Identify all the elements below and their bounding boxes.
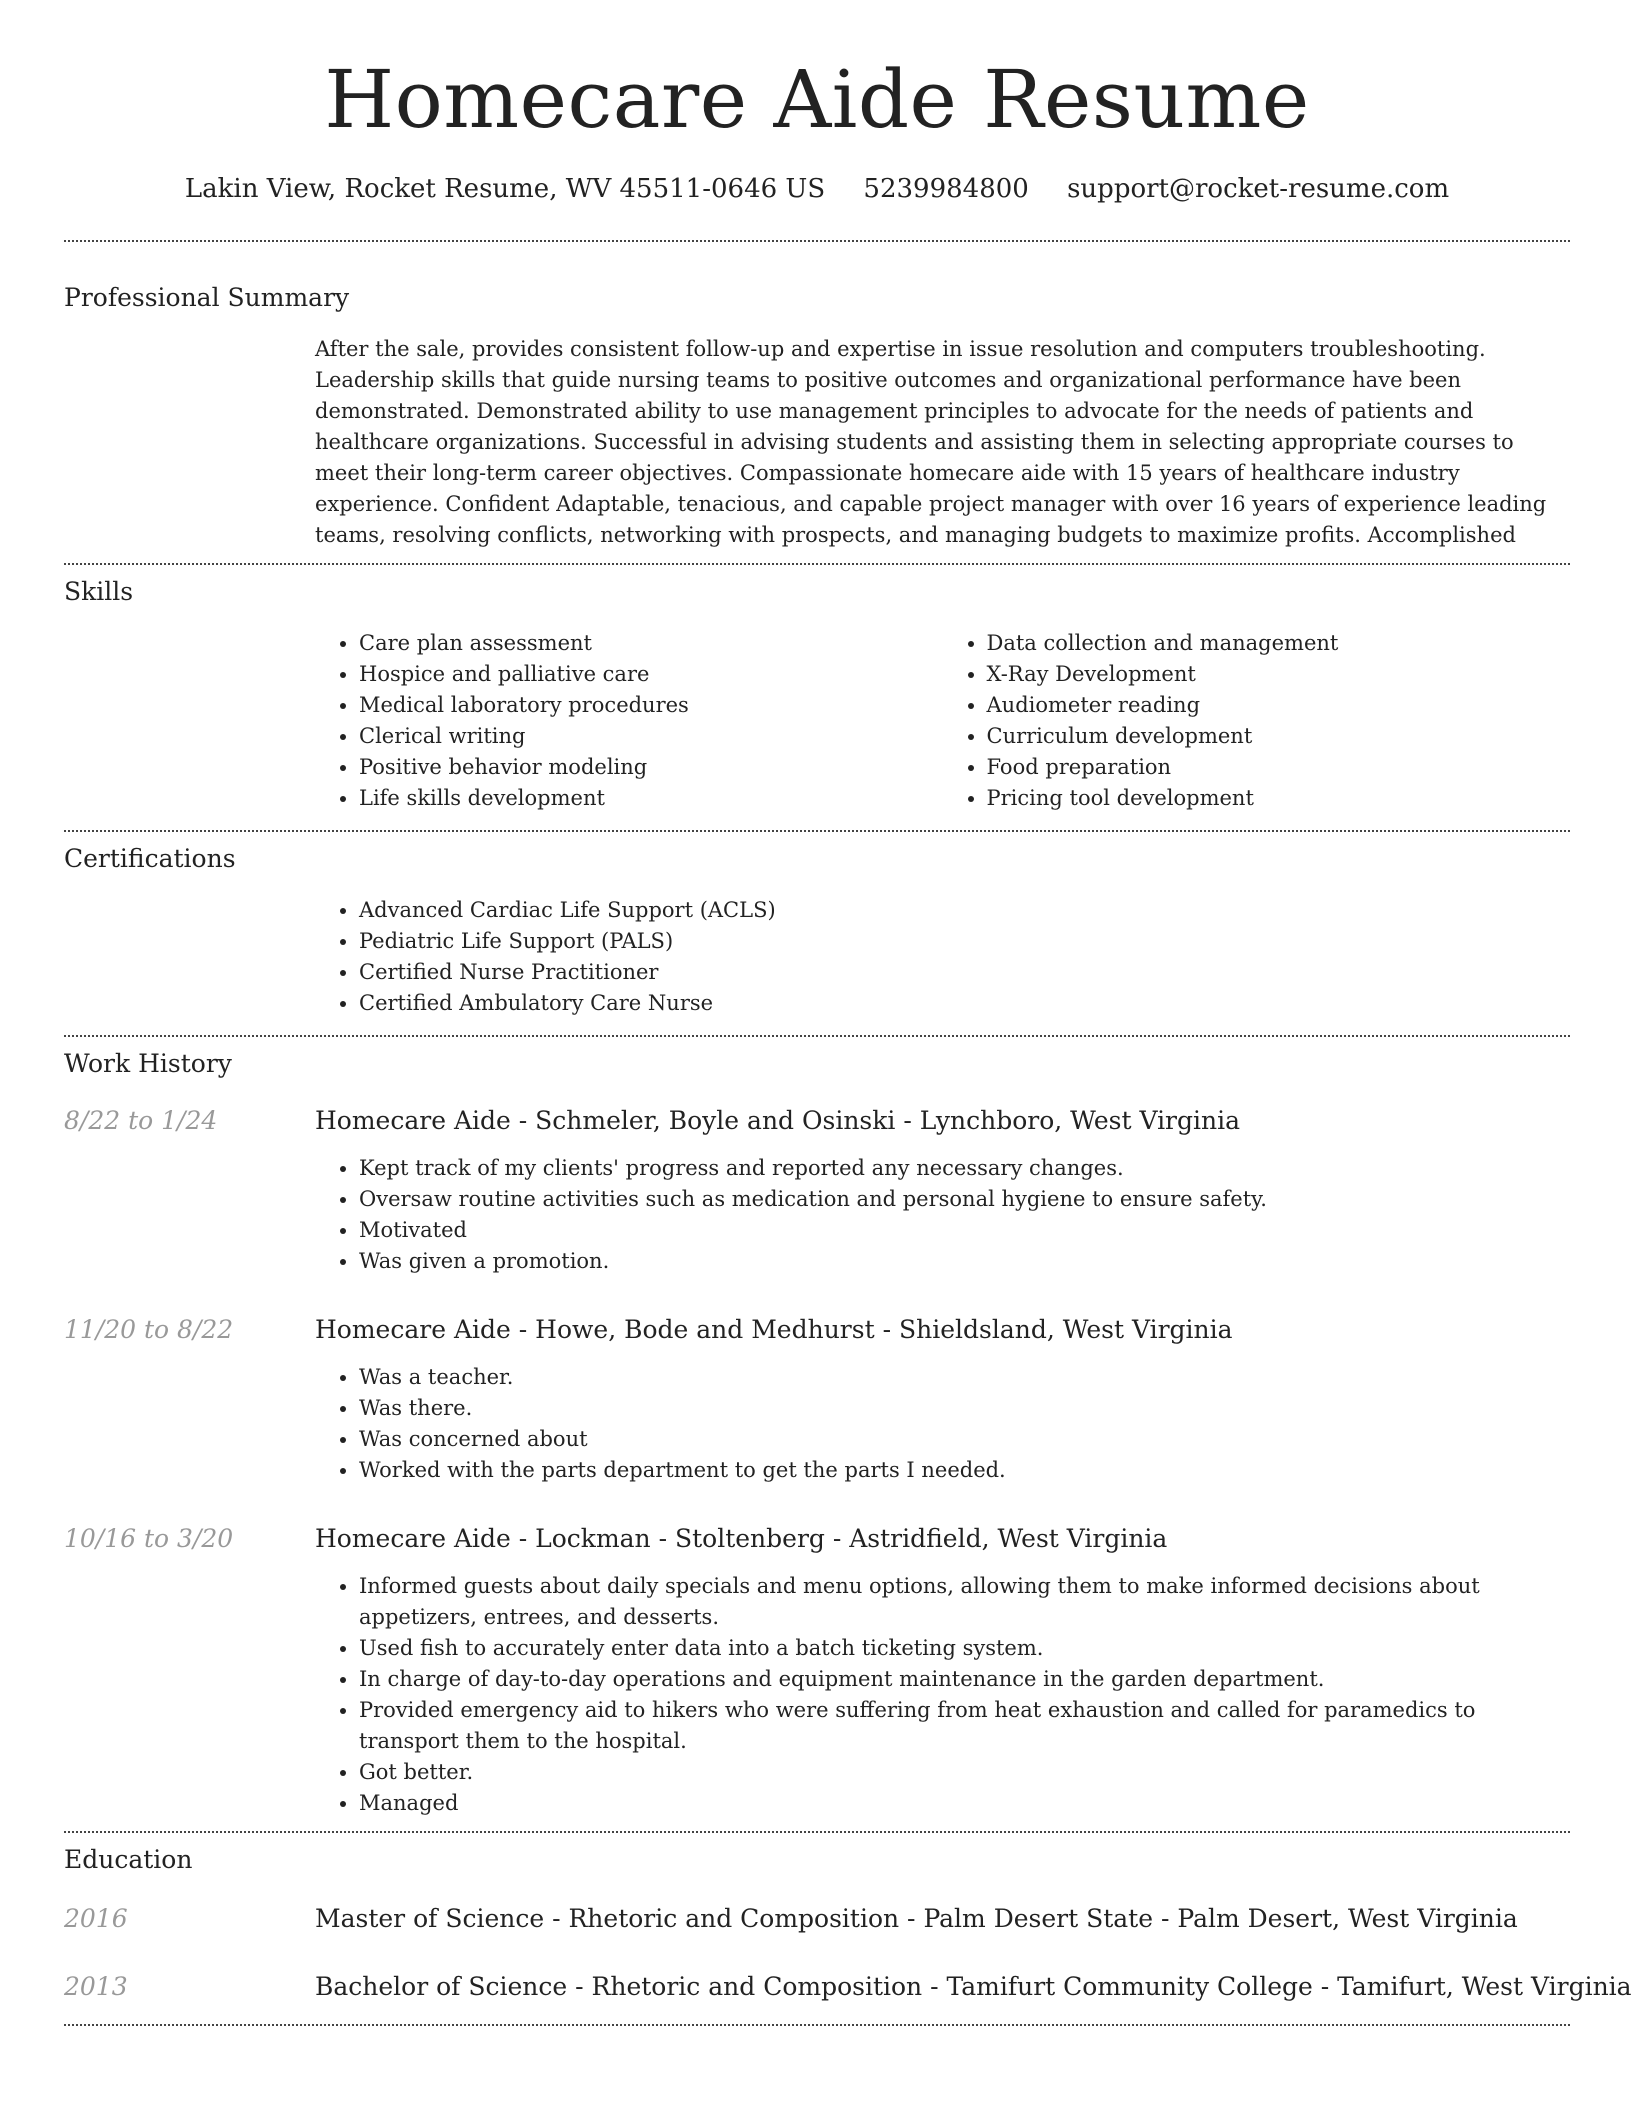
- list-item: • Got better.: [359, 1757, 1570, 1788]
- contact-address: Lakin View, Rocket Resume, WV 45511-0646 US: [184, 174, 826, 204]
- list-item: • Was there.: [359, 1393, 1570, 1424]
- certifications-section: [64, 832, 1570, 1035]
- job-entry: [64, 1104, 1570, 1277]
- list-item: • Was concerned about: [359, 1424, 1570, 1455]
- list-item: • Certified Nurse Practitioner: [359, 957, 1570, 988]
- skills-content: [315, 628, 1570, 814]
- list-item: • Oversaw routine activities such as medication and personal hygiene to ensure safety.: [359, 1184, 1570, 1215]
- job-dates: 8/22 to 1/24: [64, 1106, 218, 1135]
- list-item: • X-Ray Development: [987, 659, 1571, 690]
- job-dates: 10/16 to 3/20: [64, 1524, 234, 1553]
- list-item: • Informed guests about daily specials and menu options, allowing them to make informed decisions about appetizers, entrees, and desserts.: [359, 1571, 1570, 1633]
- job-bullets: [315, 1571, 1570, 1819]
- contact-email: support@rocket-resume.com: [1067, 174, 1450, 204]
- list-item: • Worked with the parts department to get the parts I needed.: [359, 1455, 1570, 1486]
- job-entry: [64, 1522, 1570, 1819]
- job-bullets: [315, 1362, 1570, 1486]
- skills-list-left: [315, 628, 943, 814]
- section-title-education: Education: [64, 1845, 193, 1874]
- resume-header: [64, 0, 1570, 206]
- list-item: • Kept track of my clients' progress and reported any necessary changes.: [359, 1153, 1570, 1184]
- list-item: • Advanced Cardiac Life Support (ACLS): [359, 895, 1570, 926]
- job-title: Homecare Aide - Lockman - Stoltenberg - Astridfield, West Virginia: [315, 1524, 1168, 1553]
- education-entry: [64, 1902, 1570, 1936]
- list-item: • Food preparation: [987, 752, 1571, 783]
- list-item: • Pediatric Life Support (PALS): [359, 926, 1570, 957]
- work-history-section: [64, 1037, 1570, 1831]
- list-item: • Pricing tool development: [987, 783, 1571, 814]
- section-title-skills: Skills: [64, 577, 134, 606]
- list-item: • Provided emergency aid to hikers who were suffering from heat exhaustion and called for paramedics to transport them to the hospital.: [359, 1695, 1570, 1757]
- certifications-list: [315, 895, 1570, 1019]
- education-title: Bachelor of Science - Rhetoric and Composition - Tamifurt Community College - Tamifurt, West Virginia: [315, 1972, 1632, 2001]
- resume-page: [64, 0, 1632, 2026]
- list-item: • Was given a promotion.: [359, 1246, 1570, 1277]
- list-item: • Certified Ambulatory Care Nurse: [359, 988, 1570, 1019]
- section-title-summary: Professional Summary: [64, 283, 350, 312]
- divider: [64, 2024, 1570, 2026]
- education-year: 2013: [64, 1972, 128, 2001]
- education-year: 2016: [64, 1904, 128, 1933]
- education-title: Master of Science - Rhetoric and Composition - Palm Desert State - Palm Desert, West Virginia: [315, 1904, 1518, 1933]
- list-item: • In charge of day-to-day operations and equipment maintenance in the garden department.: [359, 1664, 1570, 1695]
- list-item: • Medical laboratory procedures: [359, 690, 943, 721]
- list-item: • Was a teacher.: [359, 1362, 1570, 1393]
- skills-list-right: [943, 628, 1571, 814]
- summary-content: [315, 334, 1570, 551]
- list-item: • Life skills development: [359, 783, 943, 814]
- section-title-work-history: Work History: [64, 1049, 232, 1078]
- education-entry: [64, 1970, 1632, 2004]
- list-item: • Motivated: [359, 1215, 1570, 1246]
- job-entry: [64, 1313, 1570, 1486]
- job-dates: 11/20 to 8/22: [64, 1315, 234, 1344]
- job-title: Homecare Aide - Howe, Bode and Medhurst - Shieldsland, West Virginia: [315, 1315, 1233, 1344]
- list-item: • Used fish to accurately enter data into a batch ticketing system.: [359, 1633, 1570, 1664]
- list-item: • Clerical writing: [359, 721, 943, 752]
- list-item: • Managed: [359, 1788, 1570, 1819]
- job-bullets: [315, 1153, 1570, 1277]
- section-title-certifications: Certifications: [64, 844, 236, 873]
- contact-line: [64, 172, 1570, 206]
- list-item: • Audiometer reading: [987, 690, 1571, 721]
- list-item: • Curriculum development: [987, 721, 1571, 752]
- list-item: • Care plan assessment: [359, 628, 943, 659]
- list-item: • Hospice and palliative care: [359, 659, 943, 690]
- summary-section: [64, 242, 1570, 563]
- education-section: [64, 1833, 1632, 2024]
- summary-text: After the sale, provides consistent follow-up and expertise in issue resolution and computers troubleshooting. Leadership skills that guide nursing teams to positive outcomes and organizational performance have been demonstrated. Demonstrated ability to use management principles to advocate for the needs of patients and healthcare organizations. Successful in advising students and assisting them in selecting appropriate courses to meet their long-term career objectives. Compassionate homecare aide with 15 years of healthcare industry experience. Confident Adaptable, tenacious, and capable project manager with over 16 years of experience leading teams, resolving conflicts, networking with prospects, and managing budgets to maximize profits. Accomplished: [315, 337, 1547, 547]
- certifications-content: [315, 895, 1570, 1019]
- list-item: • Positive behavior modeling: [359, 752, 943, 783]
- list-item: • Data collection and management: [987, 628, 1571, 659]
- job-title: Homecare Aide - Schmeler, Boyle and Osinski - Lynchboro, West Virginia: [315, 1106, 1241, 1135]
- resume-name: Homecare Aide Resume: [324, 53, 1310, 146]
- skills-section: [64, 565, 1570, 830]
- contact-phone: 5239984800: [863, 174, 1029, 204]
